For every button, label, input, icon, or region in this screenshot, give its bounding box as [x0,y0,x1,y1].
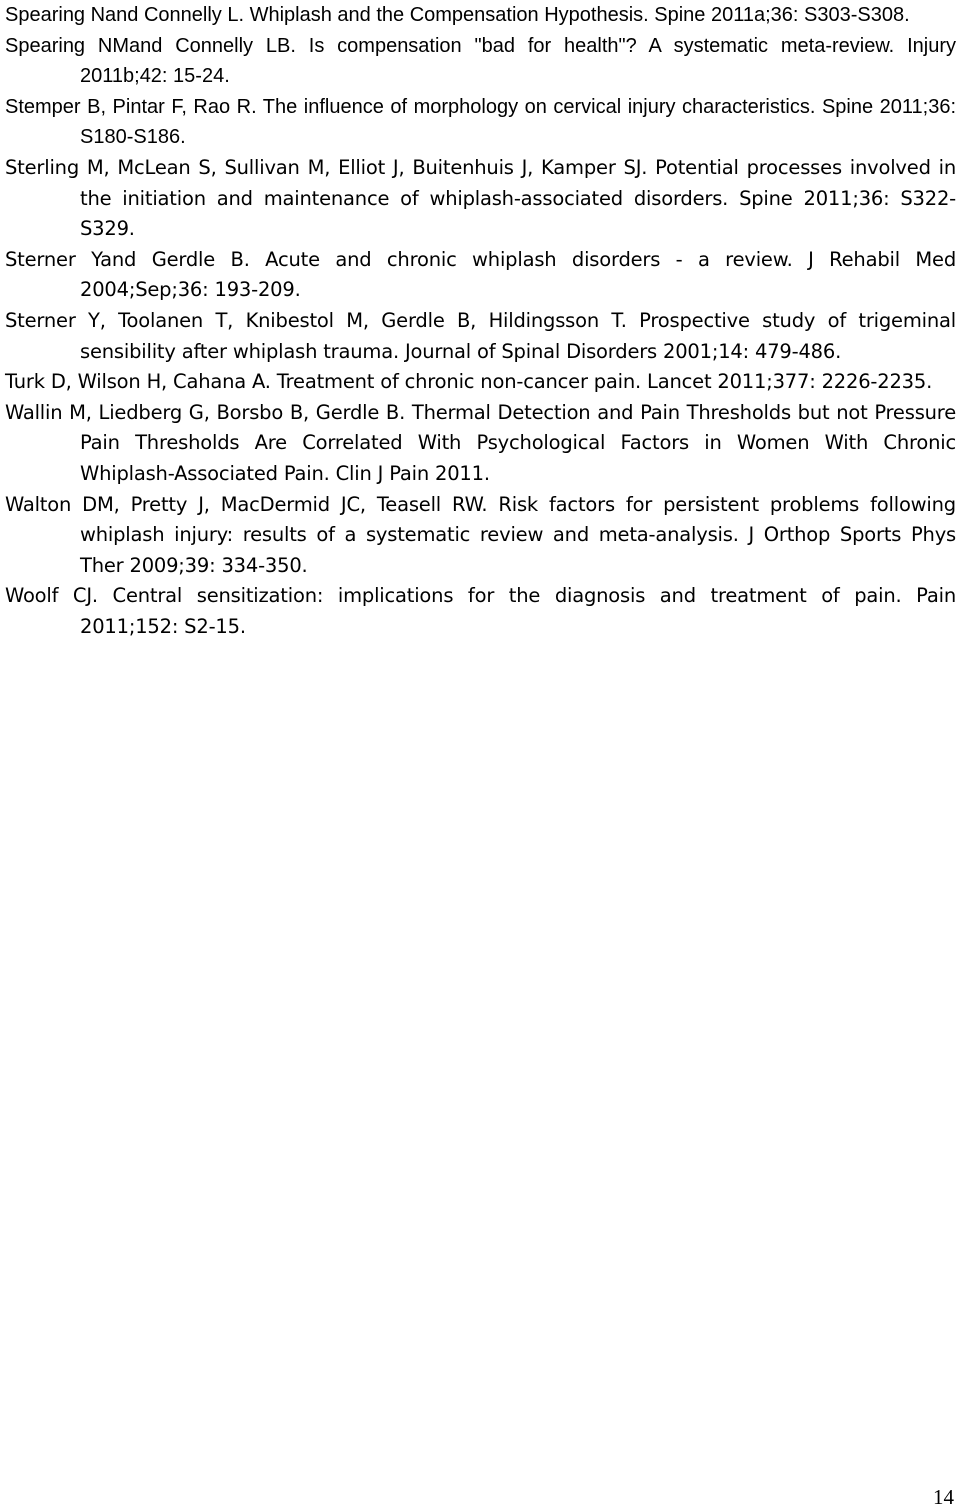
reference-woolf-2011: Woolf CJ. Central sensitization: implications for the diagnosis and treatment of pain. Pain 2011;152: S2-15. [5,584,956,638]
reference-sterner-2004: Sterner Yand Gerdle B. Acute and chronic whiplash disorders - a review. J Rehabil Med 2004;Sep;36: 193-209. [5,247,956,302]
reference-spearing-2011a: Spearing Nand Connelly L. Whiplash and the Compensation Hypothesis. Spine 2011a;36: S303-S308. [5,4,910,26]
reference-wallin-2011: Wallin M, Liedberg G, Borsbo B, Gerdle B. Thermal Detection and Pain Thresholds but not Pressure Pain Thresholds Are Correlated With Psychological Factors in Women With Chronic Whiplash-Associated Pain. Clin J Pain 2011. [5,400,956,485]
reference-walton-2009: Walton DM, Pretty J, MacDermid JC, Teasell RW. Risk factors for persistent problems following whiplash injury: results of a systematic review and meta-analysis. J Orthop Sports Phys Ther 2009;39: 334-350. [5,492,956,577]
page-number: 14 [933,1485,954,1509]
reference-spearing-2011b: Spearing NMand Connelly LB. Is compensation "bad for health"? A systematic meta-review. Injury 2011b;42: 15-24. [5,34,956,88]
reference-turk-2011: Turk D, Wilson H, Cahana A. Treatment of chronic non-cancer pain. Lancet 2011;377: 2226-2235. [5,370,933,394]
reference-list [5,0,956,642]
reference-stemper-2011: Stemper B, Pintar F, Rao R. The influence of morphology on cervical injury characteristics. Spine 2011;36: S180-S186. [5,95,956,149]
reference-sterner-2001: Sterner Y, Toolanen T, Knibestol M, Gerdle B, Hildingsson T. Prospective study of trigeminal sensibility after whiplash trauma. Journal of Spinal Disorders 2001;14: 479-486. [5,308,956,363]
reference-sterling-2011: Sterling M, McLean S, Sullivan M, Elliot J, Buitenhuis J, Kamper SJ. Potential processes involved in the initiation and maintenance of whiplash-associated disorders. Spine 2011;36: S322-S329. [5,155,956,241]
